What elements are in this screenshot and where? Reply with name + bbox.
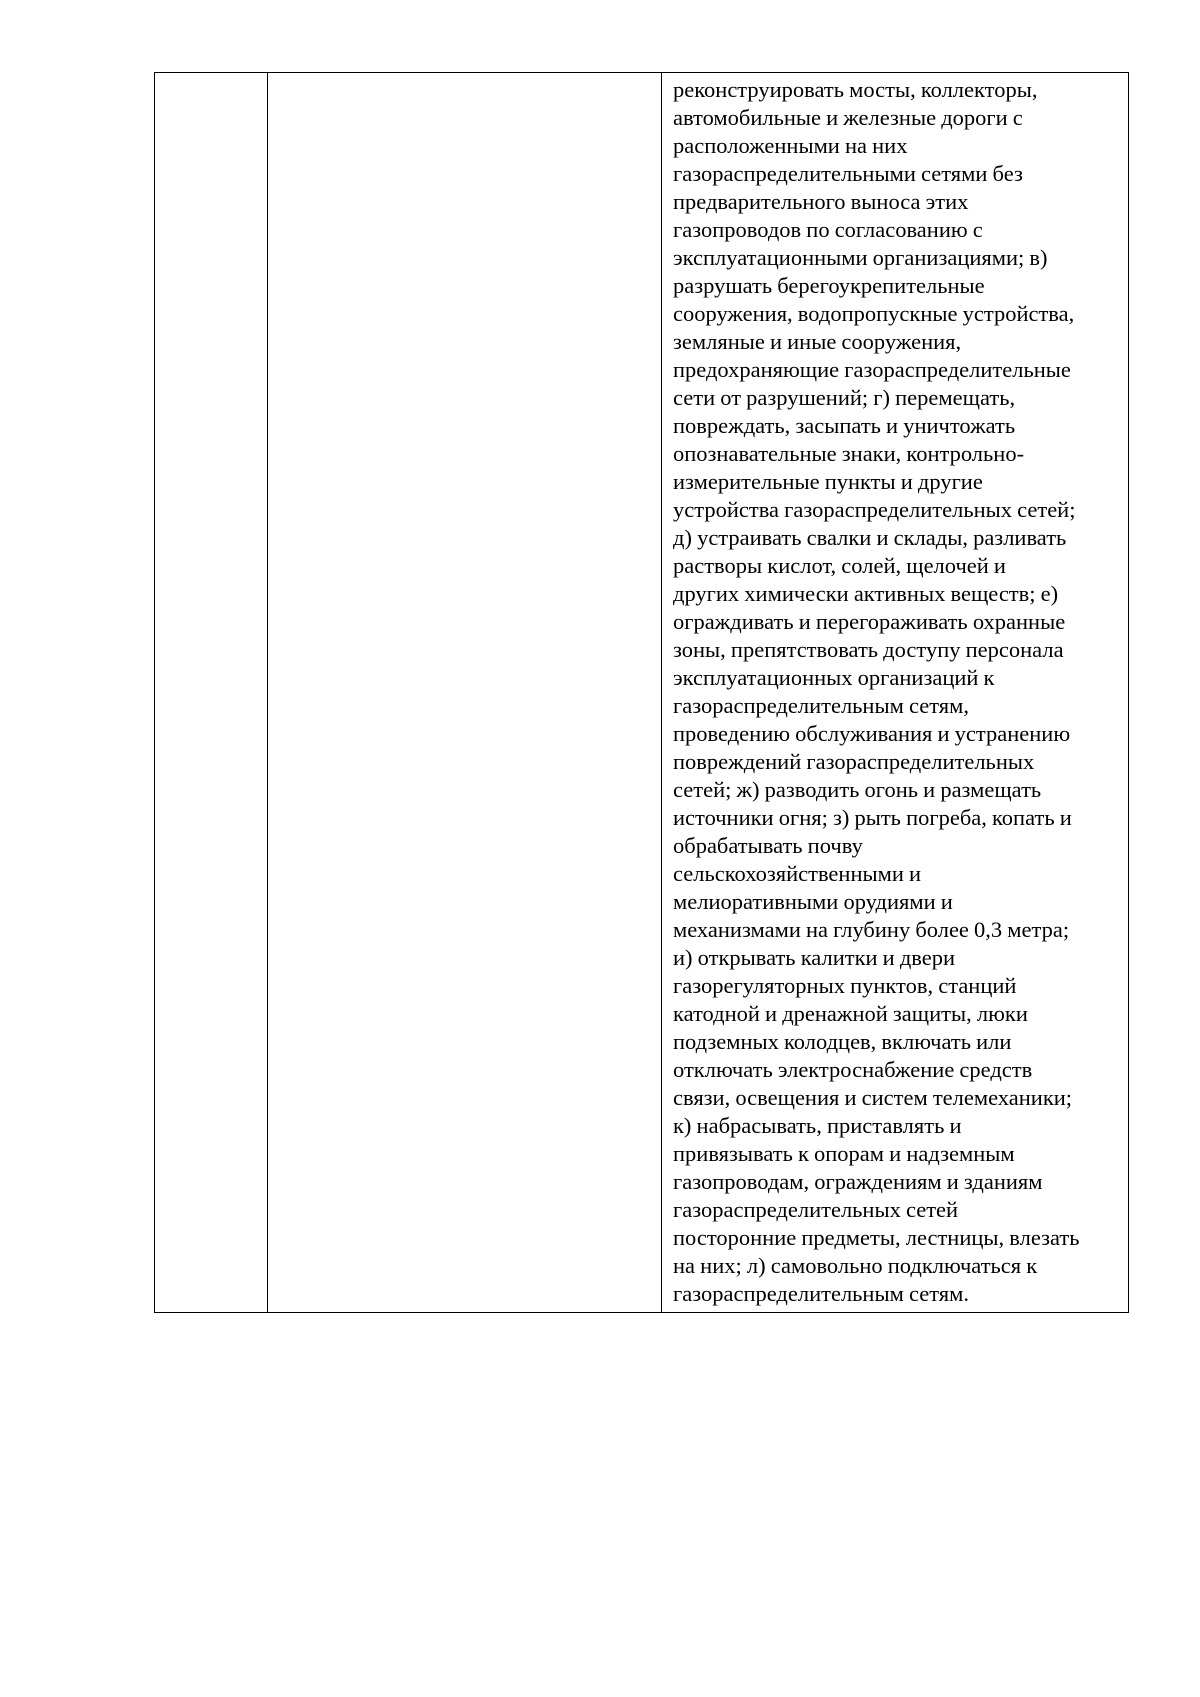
table-cell-requirement	[268, 73, 662, 1313]
requirements-table	[154, 72, 1129, 1313]
table-cell-number	[155, 73, 268, 1313]
table-row	[155, 73, 1129, 1313]
cell-text: реконструировать мосты, коллекторы, автомобильные и железные дороги с расположенными на них газораспределительными сетями без предварительного выноса этих газопроводов по согласованию с эксплуатационными организациями; в) разрушать берегоукрепительные сооружения, водопропускные устройства, земляные и иные сооружения, предохраняющие газораспределительные сети от разрушений; г) перемещать, повреждать, засыпать и уничтожать опознавательные знаки, контрольно- измерительные пункты и другие устройства газораспределительных сетей; д) устраивать свалки и склады, разливать растворы кислот, солей, щелочей и других химически активных веществ; е) ограждивать и перегораживать охранные зоны, препятствовать доступу персонала эксплуатационных организаций к газораспределительным сетям, проведению обслуживания и устранению повреждений газораспределительных сетей; ж) разводить огонь и размещать источники огня; з) рыть погреба, копать и обрабатывать почву сельскохозяйственными и мелиоративными орудиями и механизмами на глубину более 0,3 метра; и) открывать калитки и двери газорегуляторных пунктов, станций катодной и дренажной защиты, люки подземных колодцев, включать или отключать электроснабжение средств связи, освещения и систем телемеханики; к) набрасывать, приставлять и привязывать к опорам и надземным газопроводам, ограждениям и зданиям газораспределительных сетей посторонние предметы, лестницы, влезать на них; л) самовольно подключаться к газораспределительным сетям.	[673, 77, 1080, 1306]
cell-text	[268, 73, 661, 80]
table-cell-description	[662, 73, 1129, 1313]
cell-text	[155, 73, 267, 80]
